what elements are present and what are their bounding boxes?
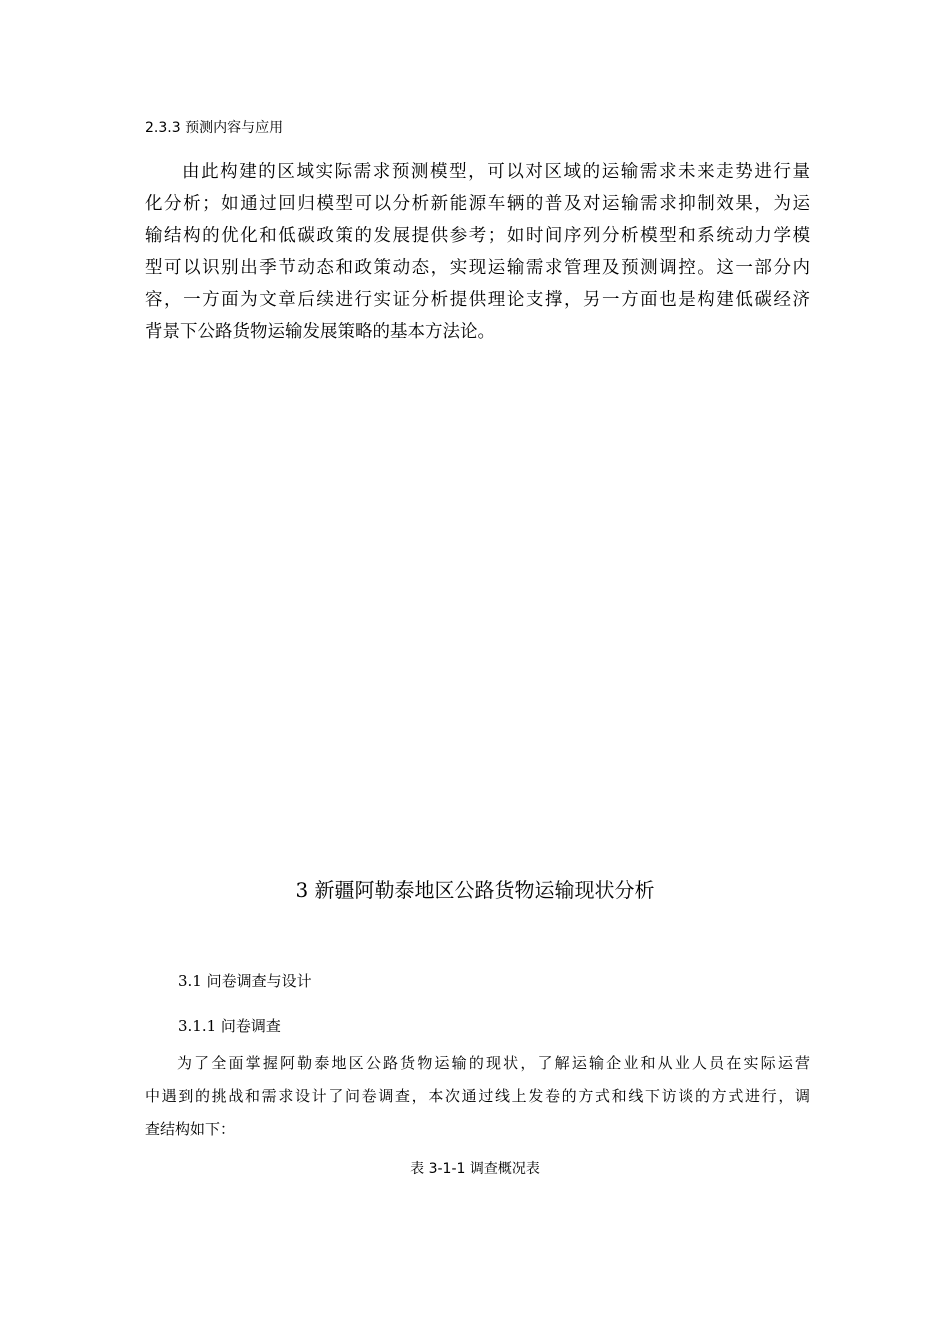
section-heading-2-3-3: 2.3.3 预测内容与应用 — [145, 120, 284, 136]
paragraph-line: 化分析；如通过回归模型可以分析新能源车辆的普及对运输需求抑制效果，为运 — [145, 194, 810, 214]
paragraph-line: 由此构建的区域实际需求预测模型，可以对区域的运输需求未来走势进行量 — [182, 162, 810, 182]
paragraph-line: 输结构的优化和低碳政策的发展提供参考；如时间序列分析模型和系统动力学模 — [145, 226, 810, 246]
paragraph-line: 为了全面掌握阿勒泰地区公路货物运输的现状，了解运输企业和从业人员在实际运营 — [177, 1054, 810, 1072]
section-heading-3-1: 3.1 问卷调查与设计 — [178, 972, 312, 990]
paragraph-survey — [145, 1047, 810, 1146]
paragraph-prediction-content — [145, 156, 810, 348]
paragraph-line: 查结构如下： — [145, 1120, 236, 1138]
chapter-title: 3 新疆阿勒泰地区公路货物运输现状分析 — [295, 878, 655, 902]
paragraph-line: 中遇到的挑战和需求设计了问卷调查，本次通过线上发卷的方式和线下访谈的方式进行，调 — [145, 1087, 810, 1105]
paragraph-line: 背景下公路货物运输发展策略的基本方法论。 — [145, 322, 495, 342]
section-heading-3-1-1: 3.1.1 问卷调查 — [178, 1017, 281, 1035]
table-caption: 表 3-1-1 调查概况表 — [410, 1161, 540, 1177]
paragraph-line: 型可以识别出季节动态和政策动态，实现运输需求管理及预测调控。这一部分内 — [145, 258, 810, 278]
paragraph-line: 容，一方面为文章后续进行实证分析提供理论支撑，另一方面也是构建低碳经济 — [145, 290, 810, 310]
